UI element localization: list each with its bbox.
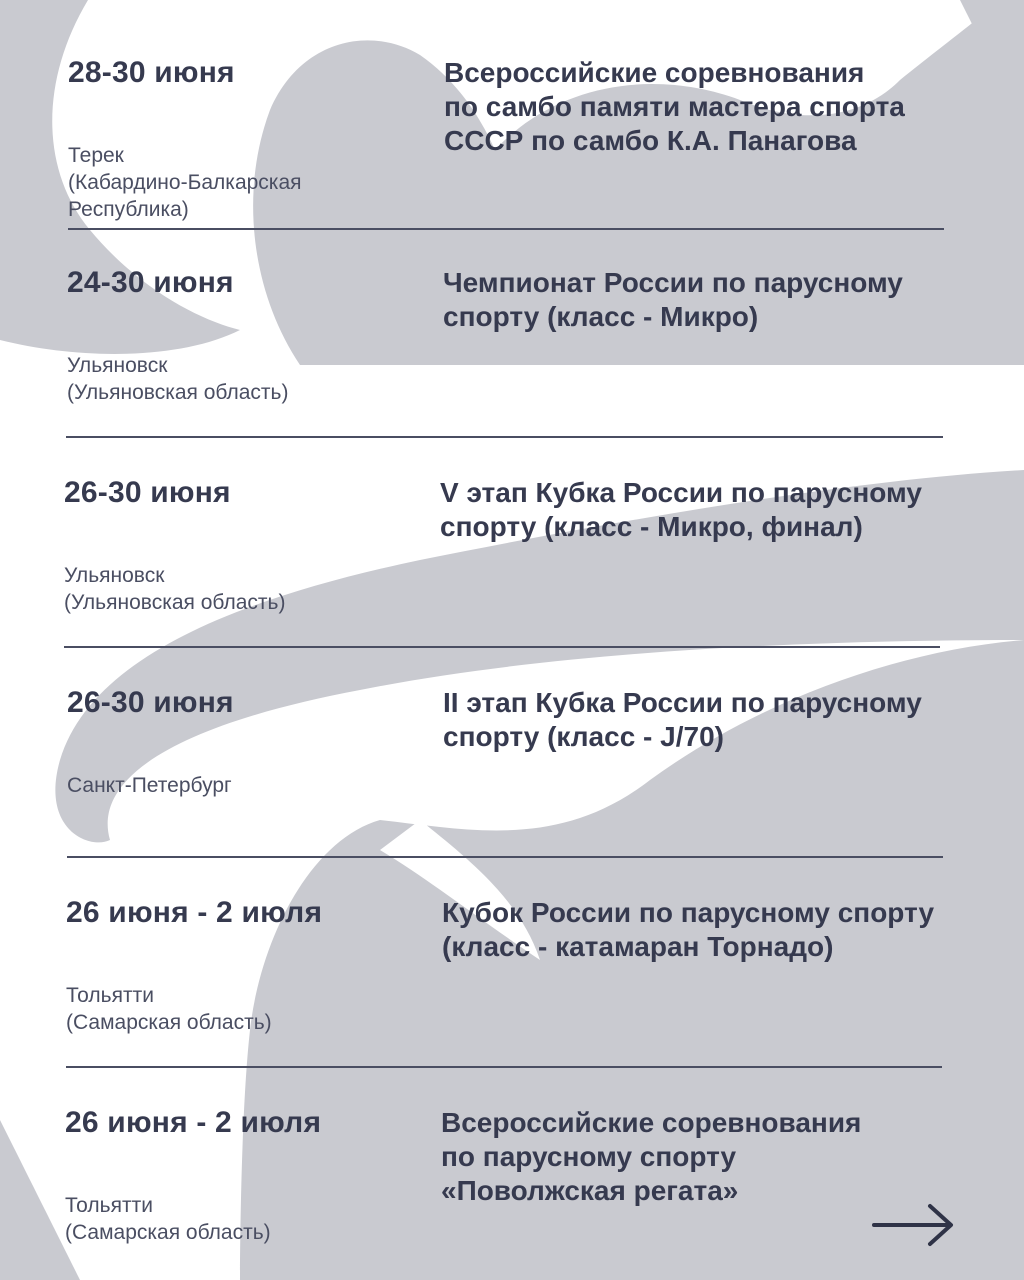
- event-item: [0, 438, 1024, 648]
- event-location-line: Тольятти: [66, 984, 154, 1007]
- event-title-line: по парусному спорту: [441, 1141, 737, 1172]
- event-location: [64, 562, 384, 616]
- event-title-line: II этап Кубка России по парусному: [443, 687, 922, 718]
- event-title-line: Всероссийские соревнования: [441, 1107, 862, 1138]
- event-location-line: (Ульяновская область): [67, 381, 289, 404]
- event-date: 24-30 июня: [67, 266, 234, 299]
- event-title-line: Чемпионат России по парусному: [443, 267, 903, 298]
- event-title-line: V этап Кубка России по парусному: [440, 477, 922, 508]
- event-item: [0, 858, 1024, 1068]
- event-item: [0, 18, 1024, 228]
- event-title: [442, 896, 1002, 964]
- event-item: [0, 228, 1024, 438]
- event-location-line: (Самарская область): [65, 1221, 271, 1244]
- event-date: 26 июня - 2 июля: [65, 1106, 322, 1139]
- event-location-line: (Ульяновская область): [64, 591, 286, 614]
- event-date: 26 июня - 2 июля: [66, 896, 323, 929]
- event-title-line: (класс - катамаран Торнадо): [442, 931, 834, 962]
- event-title-line: спорту (класс - Микро): [443, 301, 759, 332]
- event-location-line: (Самарская область): [66, 1011, 272, 1034]
- event-item: [0, 648, 1024, 858]
- event-title: [441, 1106, 1001, 1208]
- event-title-line: Кубок России по парусному спорту: [442, 897, 935, 928]
- event-title-line: СССР по самбо К.А. Панагова: [444, 125, 857, 156]
- event-title-line: Всероссийские соревнования: [444, 57, 865, 88]
- event-date: 26-30 июня: [67, 686, 234, 719]
- event-title-line: спорту (класс - Микро, финал): [440, 511, 863, 542]
- event-location-line: Тольятти: [65, 1194, 153, 1217]
- event-location: [68, 142, 388, 223]
- arrow-right-icon[interactable]: [872, 1200, 956, 1250]
- event-item: [0, 1068, 1024, 1278]
- event-location: [67, 772, 387, 799]
- event-location-line: Ульяновск: [67, 354, 168, 377]
- event-location-line: (Кабардино-Балкарская: [68, 171, 302, 194]
- event-date: 26-30 июня: [64, 476, 231, 509]
- event-title-line: по самбо памяти мастера спорта: [444, 91, 905, 122]
- event-location-line: Терек: [68, 144, 124, 167]
- event-title: [443, 266, 1003, 334]
- event-title-line: спорту (класс - J/70): [443, 721, 724, 752]
- event-title: [443, 686, 1003, 754]
- event-location-line: Республика): [68, 198, 189, 221]
- event-title: [440, 476, 1000, 544]
- event-location-line: Ульяновск: [64, 564, 165, 587]
- event-title-line: «Поволжская регата»: [441, 1175, 739, 1206]
- event-location-line: Санкт-Петербург: [67, 774, 232, 797]
- event-location: [67, 352, 387, 406]
- event-location: [66, 982, 386, 1036]
- event-title: [444, 56, 1004, 158]
- event-date: 28-30 июня: [68, 56, 235, 89]
- event-location: [65, 1192, 385, 1246]
